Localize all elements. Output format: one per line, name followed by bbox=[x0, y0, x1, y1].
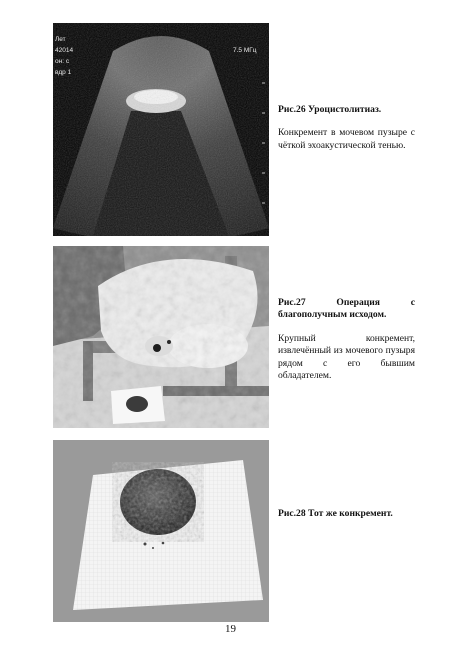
figure-28-title: Рис.28 Тот же конкремент. bbox=[278, 508, 393, 519]
figure-26-title: Рис.26 Уроцистолитиаз. bbox=[278, 104, 382, 115]
ultrasound-overlay-line: вдр 1 bbox=[55, 69, 72, 76]
calculus-photo bbox=[53, 440, 269, 622]
page-number: 19 bbox=[225, 623, 236, 635]
ultrasound-overlay-line: 42014 bbox=[55, 47, 74, 54]
ultrasound-overlay-frequency: 7.5 МГц bbox=[233, 47, 257, 54]
ultrasound-image bbox=[53, 23, 269, 236]
figure-27-description: Крупный конкремент, извлечённый из мочевого пузыря рядом с его бывшим обладателем. bbox=[278, 332, 415, 382]
ultrasound-overlay-line: Лет bbox=[55, 36, 66, 43]
figure-26-description: Конкремент в мочевом пузыре с чёткой эхоакустической тенью. bbox=[278, 127, 415, 151]
surgery-photo bbox=[53, 246, 269, 428]
figure-26-caption bbox=[278, 104, 415, 152]
figure-27-title: Рис.27 Операция с благополучным исходом. bbox=[278, 297, 415, 321]
ultrasound-overlay-line: он: с bbox=[55, 58, 70, 65]
figure-27-caption bbox=[278, 297, 415, 382]
figure-28-caption bbox=[278, 508, 415, 531]
